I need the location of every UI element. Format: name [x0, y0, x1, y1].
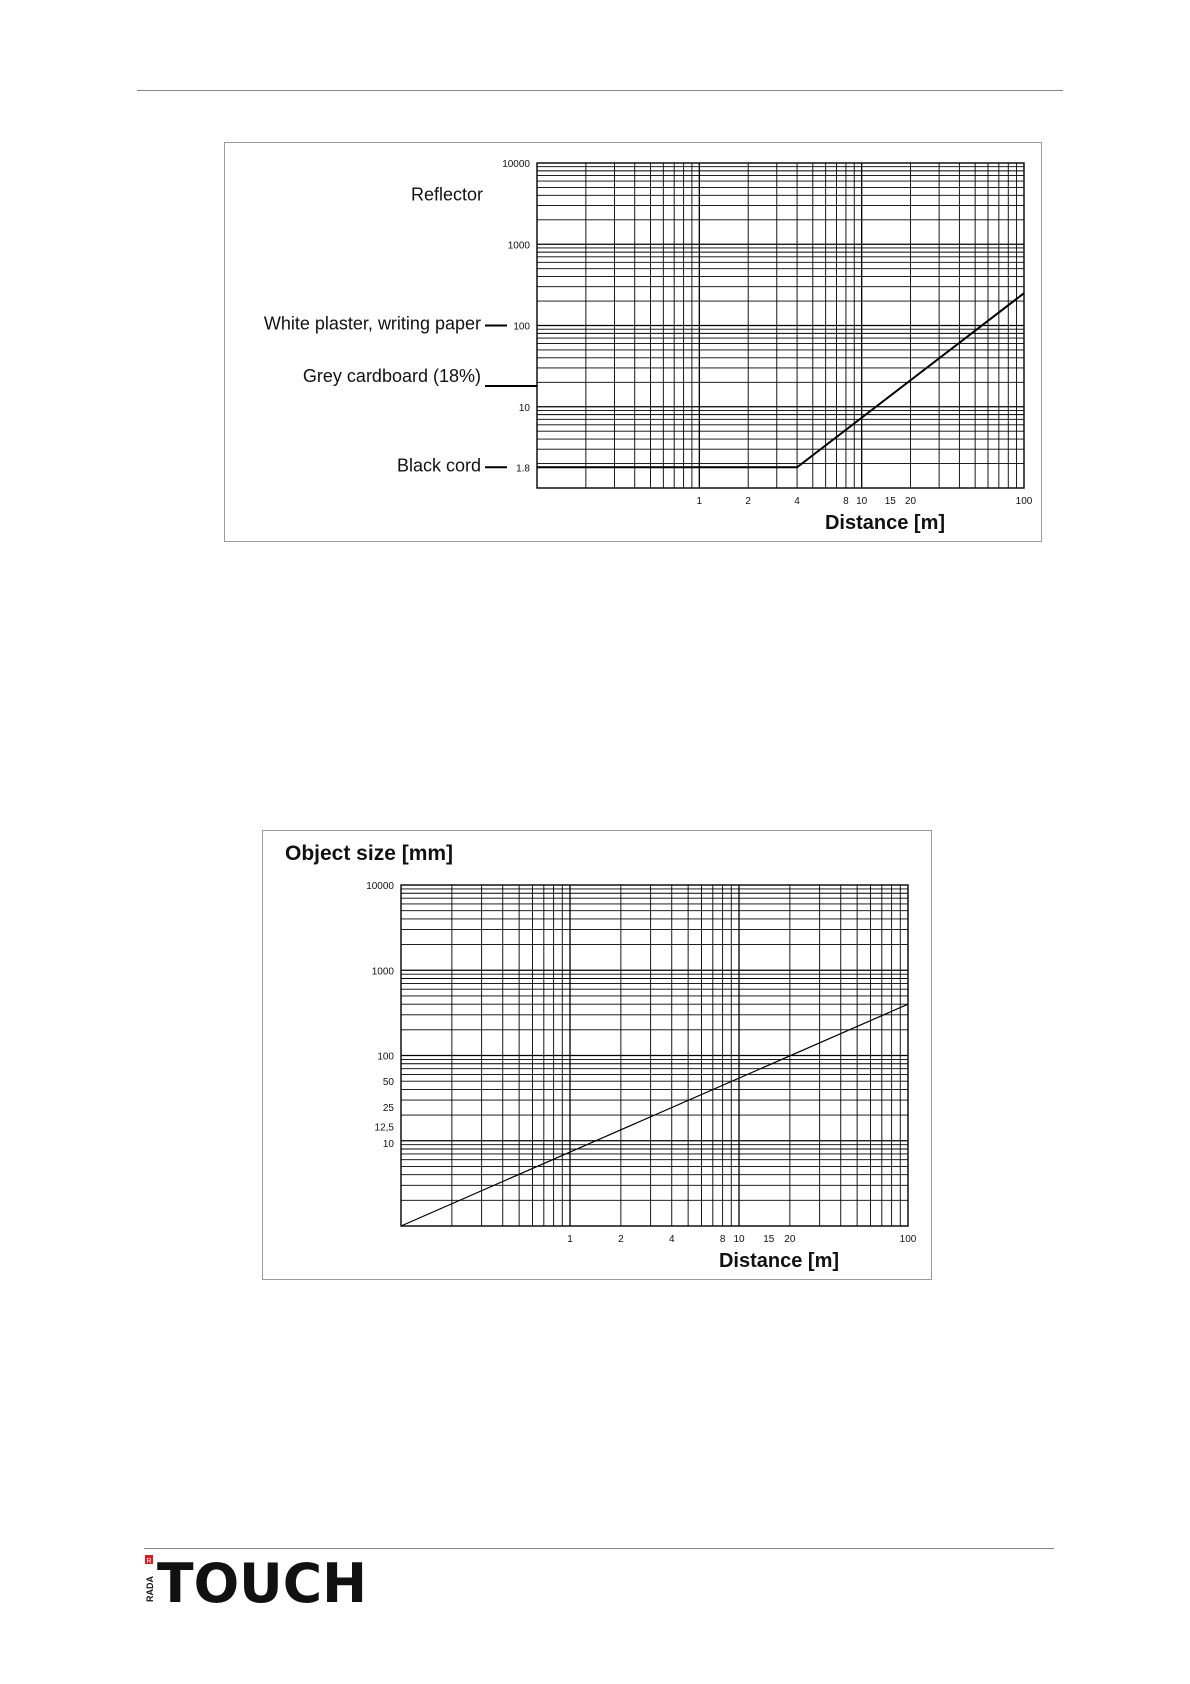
y-tick-label: 12,5 [374, 1122, 394, 1134]
x-tick-label: 10 [733, 1234, 745, 1245]
x-tick-label: 10 [856, 496, 868, 507]
y-tick-label: 1000 [371, 966, 394, 978]
y-tick-label: 100 [513, 321, 530, 333]
x-tick-label: 100 [899, 1234, 917, 1245]
y-tick-label: 10 [518, 402, 530, 414]
object-size-chart [263, 831, 931, 1279]
annotation-label: Grey cardboard (18%) [302, 366, 481, 387]
x-tick-label: 2 [745, 496, 751, 507]
x-tick-label: 8 [719, 1234, 726, 1245]
x-tick-label: 1 [567, 1234, 573, 1245]
footer-rule [144, 1548, 1054, 1549]
logo-text: TOUCH [157, 1552, 367, 1604]
x-tick-label: 100 [1015, 496, 1033, 507]
y-tick-label: 10000 [502, 159, 530, 170]
x-tick-label: 20 [784, 1234, 796, 1245]
logo-mark: R [146, 1558, 152, 1565]
x-tick-label: 4 [794, 496, 800, 507]
y-tick-label: 1000 [507, 240, 530, 252]
logo-side-text: RADA [145, 1576, 155, 1602]
series-line-limit [537, 293, 1024, 467]
x-tick-label: 1 [696, 496, 703, 507]
y-tick-label: 50 [382, 1077, 394, 1089]
reflectivity-chart-frame [224, 142, 1042, 542]
annotation-label: Reflector [410, 184, 483, 205]
y-tick-label: 10 [382, 1138, 394, 1150]
y-tick-label: 25 [382, 1102, 394, 1114]
x-tick-label: 15 [763, 1234, 775, 1245]
header-rule [137, 90, 1063, 91]
x-axis-label: Distance [m] [718, 1250, 840, 1272]
x-tick-label: 20 [904, 496, 917, 507]
y-tick-label: 1.8 [516, 463, 530, 475]
reflectivity-chart [225, 143, 1041, 541]
x-axis-label: Distance [m] [824, 512, 946, 534]
x-tick-label: 15 [884, 496, 896, 507]
annotation-label: Black cord [396, 455, 481, 476]
x-tick-label: 4 [668, 1234, 675, 1245]
y-tick-label: 100 [377, 1051, 394, 1063]
chart-title: Object size [mm] [285, 842, 454, 865]
y-tick-label: 10000 [366, 881, 394, 892]
annotation-label: White plaster, writing paper [263, 313, 481, 334]
x-tick-label: 8 [843, 496, 849, 507]
object-size-chart-frame [262, 830, 932, 1280]
x-tick-label: 2 [618, 1234, 624, 1245]
rada-touch-logo [145, 1552, 375, 1604]
logo-graphic [145, 1552, 375, 1604]
